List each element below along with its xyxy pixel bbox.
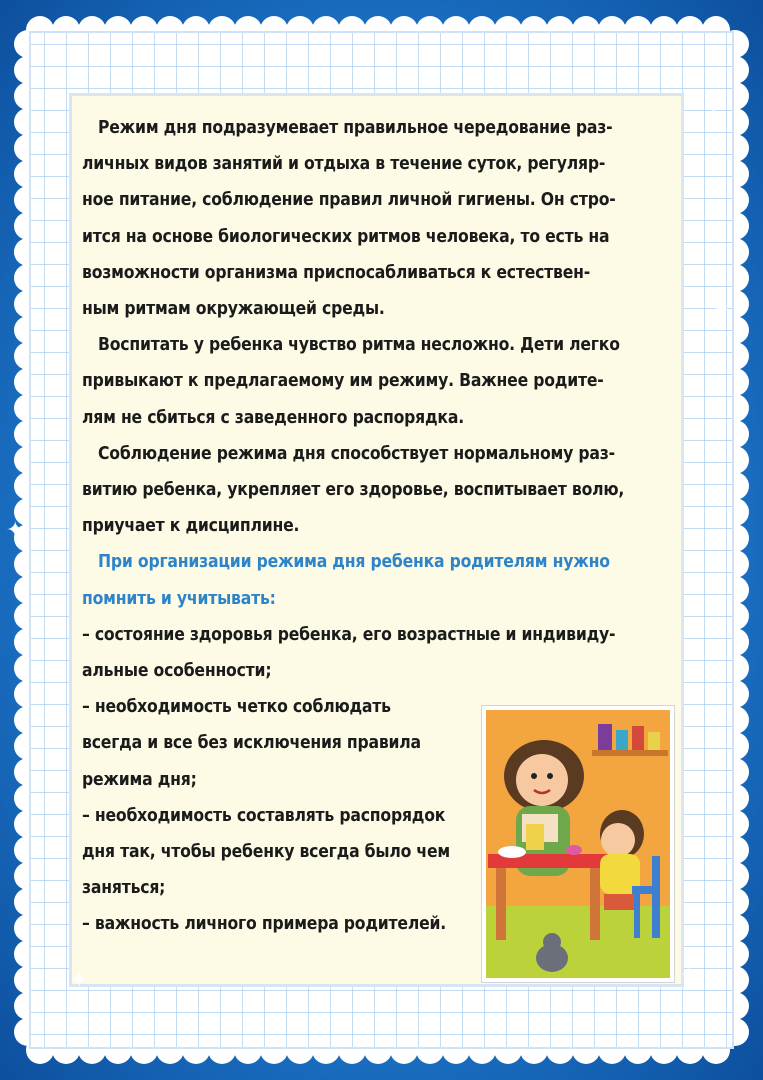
- list-item: – необходимость четко соблюдать: [82, 697, 391, 718]
- text-line: привыкают к предлагаемому им режиму. Важнее родите-: [82, 371, 604, 392]
- text-line: ное питание, соблюдение правил личной гигиены. Он стро-: [82, 190, 616, 211]
- text-line: лям не сбиться с заведенного распорядка.: [82, 407, 464, 428]
- text-line: приучает к дисциплине.: [82, 516, 300, 537]
- text-line-highlight: помнить и учитывать:: [82, 588, 276, 609]
- text-line: ится на основе биологических ритмов человека, то есть на: [82, 226, 610, 247]
- list-item: – важность личного примера родителей.: [82, 914, 447, 935]
- text-line: витию ребенка, укрепляет его здоровье, воспитывает волю,: [82, 480, 625, 501]
- list-item: альные особенности;: [82, 661, 272, 682]
- text-line: ным ритмам окружающей среды.: [82, 299, 385, 320]
- list-item: – необходимость составлять распорядок: [82, 805, 446, 826]
- mother-and-child-kitchen-illustration: [481, 705, 675, 983]
- text-line: личных видов занятий и отдыха в течение суток, регуляр-: [82, 154, 606, 175]
- text-line: Соблюдение режима дня способствует нормальному раз-: [98, 443, 615, 464]
- sparkle-icon: ✦: [712, 298, 731, 323]
- text-line-highlight: При организации режима дня ребенка родителям нужно: [98, 552, 610, 573]
- text-line: Режим дня подразумевает правильное чередование раз-: [98, 118, 613, 138]
- sparkle-icon: ✦: [6, 518, 25, 543]
- list-item: всегда и все без исключения правила: [82, 733, 421, 754]
- text-line: возможности организма приспосабливаться к естествен-: [82, 262, 591, 283]
- sparkle-icon: ✦: [680, 963, 699, 988]
- list-item: заняться;: [82, 878, 166, 899]
- list-item: – состояние здоровья ребенка, его возрастные и индивиду-: [82, 624, 616, 645]
- list-item: дня так, чтобы ребенку всегда было чем: [82, 842, 450, 863]
- sparkle-icon: ✦: [704, 104, 723, 129]
- text-line: Воспитать у ребенка чувство ритма несложно. Дети легко: [98, 335, 620, 356]
- list-item: режима дня;: [82, 769, 197, 790]
- sparkle-icon: ✦: [70, 968, 89, 993]
